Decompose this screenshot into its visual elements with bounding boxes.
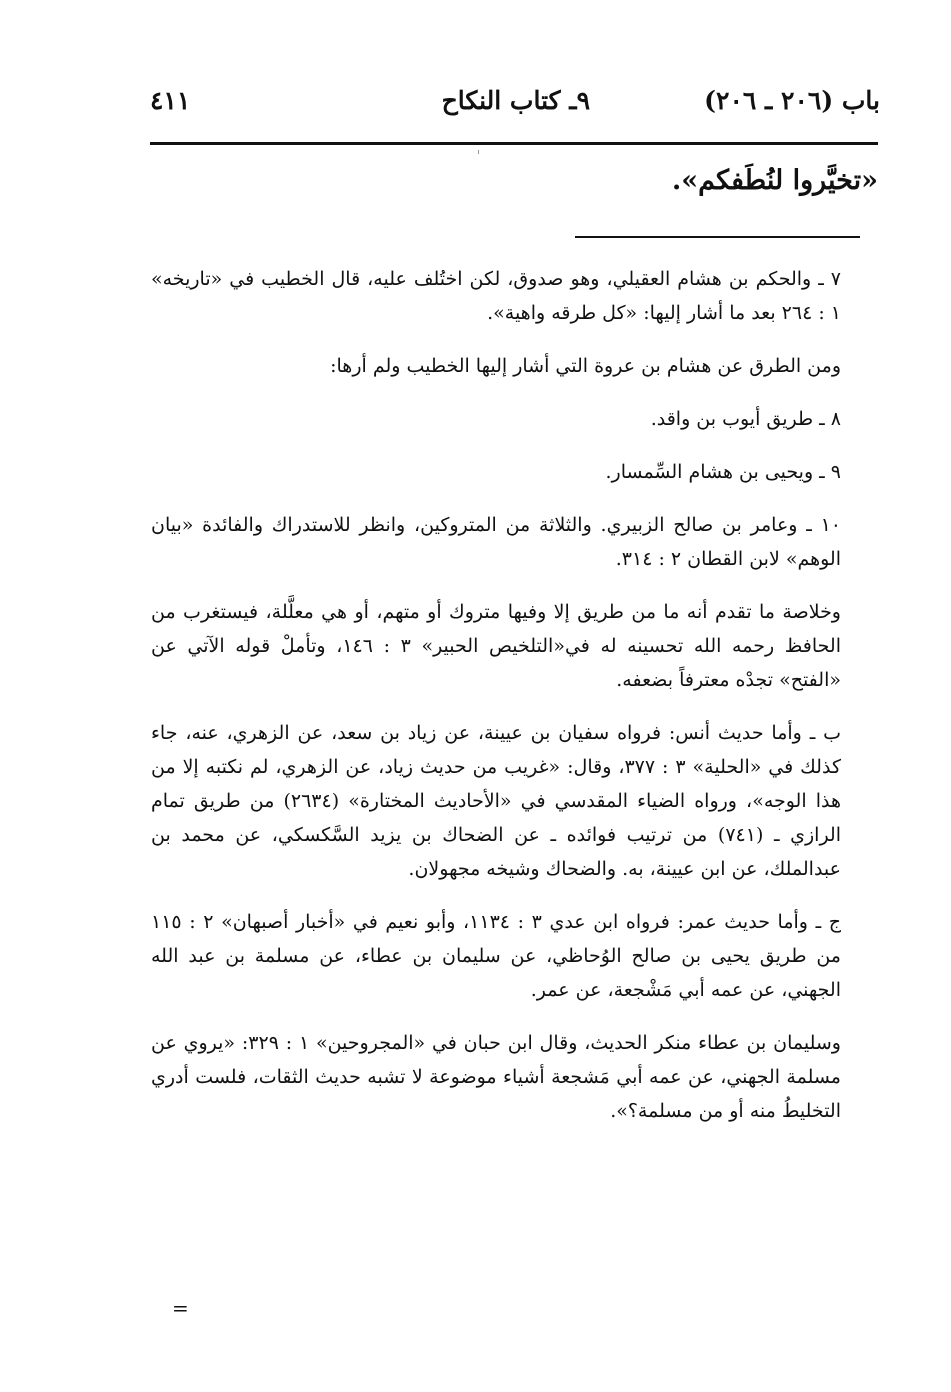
paragraph-8: ٨ ـ طريق أيوب بن واقد. bbox=[650, 408, 841, 430]
paragraph-other-routes: ومن الطرق عن هشام بن عروة التي أشار إليها الخطيب ولم أرها: bbox=[330, 355, 841, 377]
continuation-mark: = bbox=[172, 1296, 189, 1320]
paragraph-7: ٧ ـ والحكم بن هشام العقيلي، وهو صدوق، لكن اختُلف عليه، قال الخطيب في «تاريخه» ١ : ٢٦٤ بعد ما أشار إليها: «كل طرقه واهية». bbox=[151, 268, 841, 324]
paragraph-9: ٩ ـ ويحيى بن هشام السِّمسار. bbox=[605, 461, 841, 483]
hadith-quote: «تخيَّروا لنُطَفكم». bbox=[671, 165, 878, 196]
footnote-separator bbox=[575, 236, 860, 238]
paragraph-umar: ج ـ وأما حديث عمر: فرواه ابن عدي ٣ : ١١٣٤، وأبو نعيم في «أخبار أصبهان» ٢ : ١١٥ من طريق يحيى بن صالح الوُحاظي، عن سليمان بن عطاء، عن مسلمة بن عبد الله الجهني، عن عمه أبي مَشْجعة، عن عمر. bbox=[151, 911, 842, 1001]
scan-speck bbox=[478, 150, 479, 154]
running-header bbox=[150, 86, 880, 136]
page-number: ٤١١ bbox=[150, 86, 191, 115]
paragraph-sulayman: وسليمان بن عطاء منكر الحديث، وقال ابن حبان في «المجروحين» ١ : ٣٢٩: «يروي عن مسلمة الجهني، عن عمه أبي مَشجعة أشياء موضوعة لا تشبه حديث الثقات، فلست أدري التخليطُ منه أو من مسلمة؟». bbox=[151, 1032, 841, 1122]
paragraph-10: ١٠ ـ وعامر بن صالح الزبيري. والثلاثة من المتروكين، وانظر للاستدراك والفائدة «بيان الوهم» لابن القطان ٢ : ٣١٤. bbox=[151, 514, 841, 570]
paragraph-summary: وخلاصة ما تقدم أنه ما من طريق إلا وفيها متروك أو متهم، أو هي معلَّلة، فيستغرب من الحافظ رحمه الله تحسينه له في«التلخيص الحبير» ٣ : ١٤٦، وتأملْ قوله الآتي عن «الفتح» تجدْه معترفاً بضعفه. bbox=[151, 601, 841, 691]
book-title: ٩ـ كتاب النكاح bbox=[441, 86, 590, 115]
footnote-body bbox=[151, 262, 879, 1147]
header-divider bbox=[150, 142, 878, 145]
paragraph-anas: ب ـ وأما حديث أنس: فرواه سفيان بن عيينة، عن زياد بن سعد، عن الزهري، عنه، جاء كذلك في «الحلية» ٣ : ٣٧٧، وقال: «غريب من حديث زياد، عن الزهري، لم نكتبه إلا من هذا الوجه»، ورواه الضياء المقدسي في «الأحاديث المختارة» (٢٦٣٤) من طريق تمام الرازي ـ (٧٤١) من ترتيب فوائده ـ عن الضحاك بن يزيد السَّكسكي، عن محمد بن عبدالملك، عن ابن عيينة، به. والضحاك وشيخه مجهولان. bbox=[151, 722, 841, 880]
chapter-range: باب (٢٠٦ ـ ٢٠٦) bbox=[704, 86, 880, 115]
